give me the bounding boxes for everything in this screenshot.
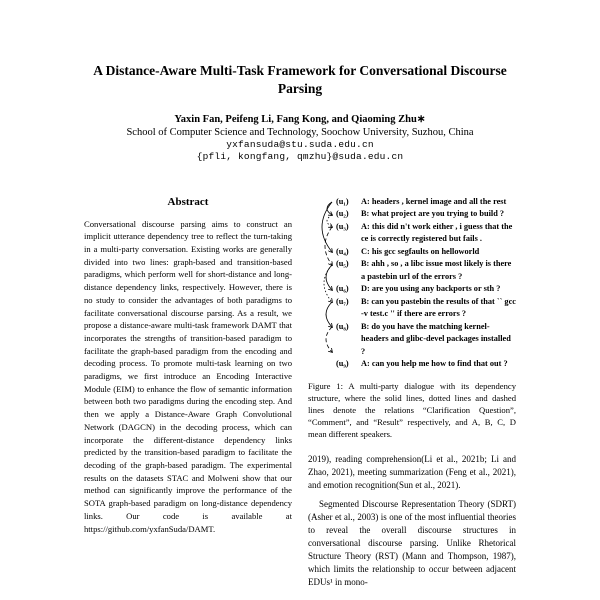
speaker-label: C: xyxy=(361,246,370,256)
utterance-text: can you pastebin the results of that `` gcc -v test.c '' if there are errors ? xyxy=(361,296,516,319)
utterance-id: (u₇) xyxy=(336,296,349,306)
utterance-text: ahh , so , a libc issue most likely is there a pastebin url of the errors ? xyxy=(361,259,512,281)
body-paragraph-2: Segmented Discourse Representation Theory (SDRT) (Asher et al., 2003) is one of the most influential theories to reveal the overall discourse structures in conversational discourse parsing. Unlike Rhetorical Structure Theory (RST) (Mann and Thompson, 1987), which limits the relationship to occur between adjacent EDUs¹ in mono- xyxy=(308,498,516,587)
utterance-text: headers , kernel image and all the rest xyxy=(371,196,507,206)
utterance-row xyxy=(336,221,516,246)
dependency-arcs xyxy=(308,196,334,359)
utterance-row xyxy=(336,208,516,221)
utterance-text: his gcc segfaults on helloworld xyxy=(371,246,480,256)
speaker-label: D: xyxy=(361,284,370,294)
abstract-heading: Abstract xyxy=(167,195,209,208)
right-column xyxy=(308,196,516,589)
utterance-text: do you have the matching kernel-headers and glibc-devel packages installed ? xyxy=(361,321,511,356)
utterance-id: (u₄) xyxy=(336,246,349,256)
speaker-label: B: xyxy=(361,259,370,269)
affiliation-line: School of Computer Science and Technology, Soochow University, Suzhou, China xyxy=(126,126,474,138)
utterance-id: (u₆) xyxy=(336,284,349,294)
utterance-id: (u₁) xyxy=(336,196,349,206)
figure-1 xyxy=(308,196,516,371)
utterance-text: are you using any backports or sth ? xyxy=(371,284,501,294)
email-primary: yxfansuda@stu.suda.edu.cn xyxy=(226,138,374,150)
utterance-text: can you help me how to find that out ? xyxy=(371,359,508,369)
utterance-row xyxy=(336,321,516,359)
speaker-label: A: xyxy=(361,221,370,231)
utterance-row xyxy=(336,196,516,209)
utterance-id: (u₈) xyxy=(336,321,349,331)
speaker-label: A: xyxy=(361,359,370,369)
utterance-id: (u₅) xyxy=(336,259,349,269)
left-column xyxy=(84,196,292,589)
speaker-label: B: xyxy=(361,296,370,306)
utterance-row xyxy=(336,358,516,371)
abstract-text: Conversational discourse parsing aims to construct an implicit utterance dependency tree to reflect the turn-taking in a multi-party conversation. Existing works are generally divided into two lines: graph-based and transition-based paradigms, which perform well for short-distance and long-distance dependency links, respectively. However, there is no study to consider the advantages of both paradigms to facilitate conversational discourse parsing. As a result, we propose a distance-aware multi-task framework DAMT that incorporates the strengths of transition-based paradigm to facilitate the graph-based paradigm from the encoding and decoding process. To promote multi-task learning on two paradigms, we first introduce an Encoding Interactive Module (EIM) to enhance the flow of semantic information between both two paradigms during the encoding step. And then we apply a Distance-Aware Graph Convolutional Network (DAGCN) in the decoding process, which can incorporate the different-distance dependency links predicted by the transition-based paradigm to facilitate the decoding of the graph-based paradigm. The experimental results on the datasets STAC and Molweni show that our method can significantly improve the performance of the SOTA graph-based paradigm on long-distance dependency links. Our code is available at https://github.com/yxfanSuda/DAMT. xyxy=(84,218,292,534)
figure-caption: Figure 1: A multi-party dialogue with its dependency structure, where the solid lines, dotted lines and dashed lines denote the relations “Clarification Question”, “Comment”, and “Result” respectively, and A, B, C, D mean different speakers. xyxy=(308,380,516,439)
utterance-id: (u₂) xyxy=(336,209,349,219)
utterance-id: (u₉) xyxy=(336,359,349,369)
two-column-body xyxy=(84,196,516,589)
paper-title: A Distance-Aware Multi-Task Framework for Conversational Discourse Parsing xyxy=(93,63,507,96)
utterance-id: (u₃) xyxy=(336,221,349,231)
authors-line: Yaxin Fan, Peifeng Li, Fang Kong, and Qiaoming Zhu∗ xyxy=(174,113,426,125)
email-group: {pfli, kongfang, qmzhu}@suda.edu.cn xyxy=(196,150,404,162)
utterance-row xyxy=(336,296,516,321)
body-paragraph-1: 2019), reading comprehension(Li et al., 2021b; Li and Zhao, 2021), meeting summarization (Feng et al., 2021), and emotion recognition(Sun et al., 2021). xyxy=(308,453,516,490)
utterance-row xyxy=(336,258,516,283)
utterance-row xyxy=(336,283,516,296)
utterance-row xyxy=(336,246,516,259)
utterance-text: this did n't work either , i guess that the ce is correctly registered but fails . xyxy=(361,221,513,244)
speaker-label: A: xyxy=(361,196,370,206)
speaker-label: B: xyxy=(361,209,370,219)
speaker-label: B: xyxy=(361,321,370,331)
utterance-text: what project are you trying to build ? xyxy=(371,209,505,219)
